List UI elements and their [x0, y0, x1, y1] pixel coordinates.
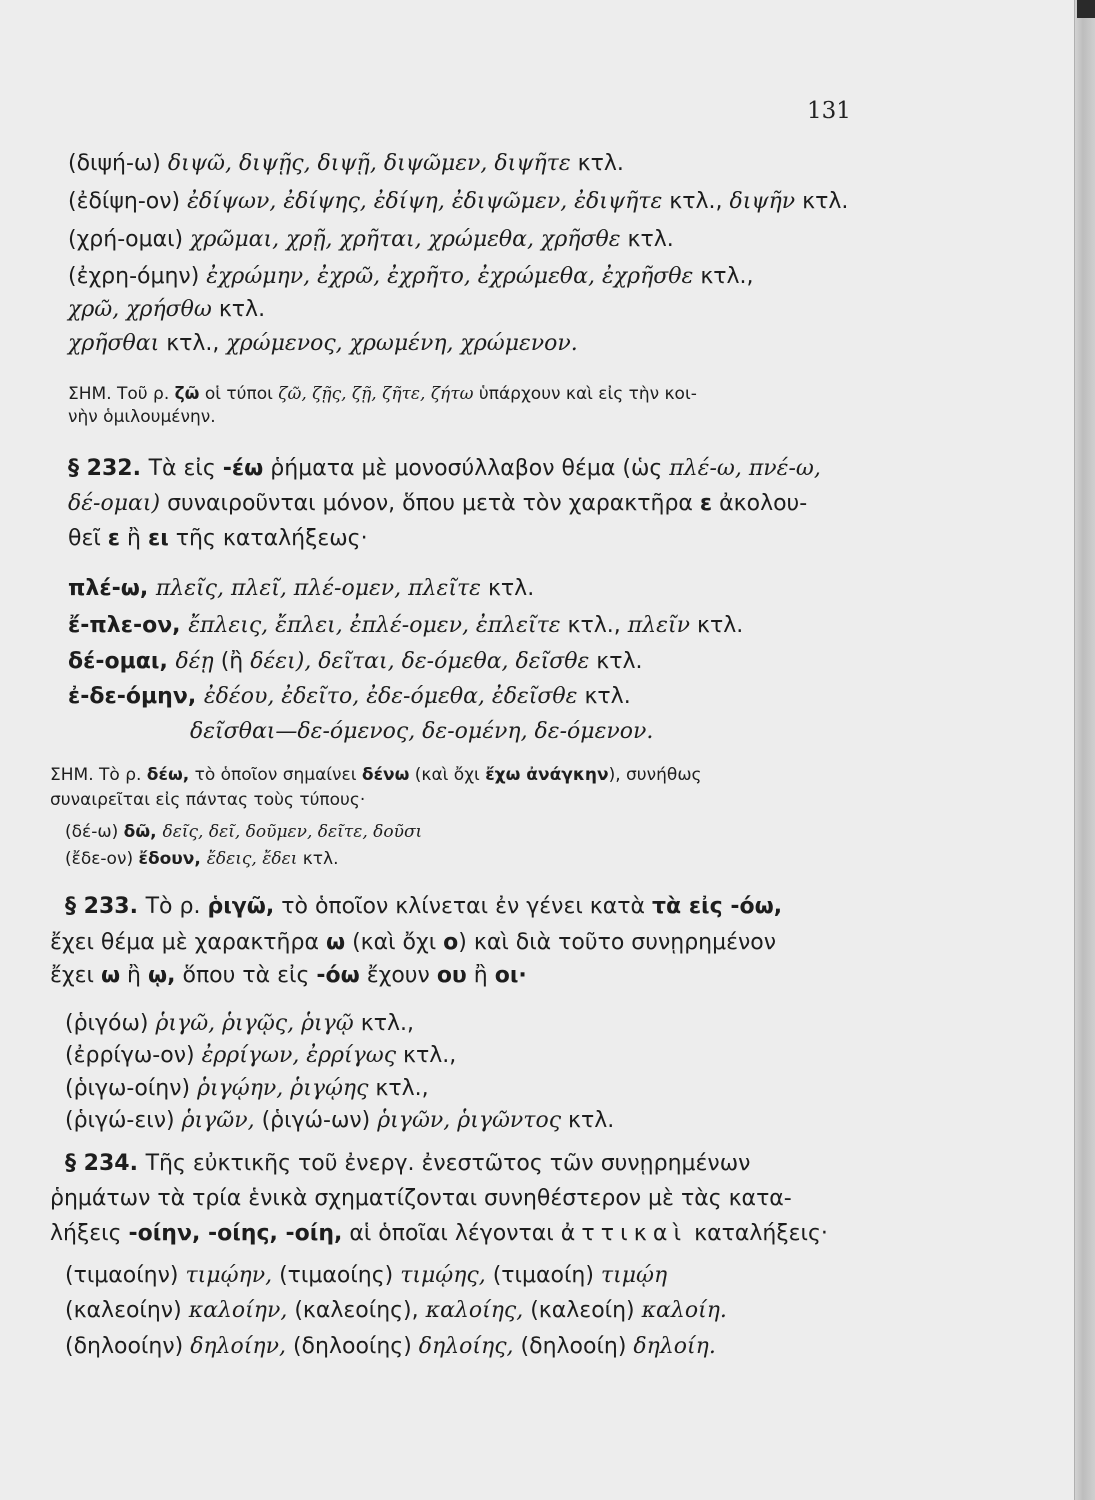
- text-segment: (ῥιγω-οίην): [65, 1076, 198, 1101]
- text-segment: συναιρεῖται εἰς πάντας τοὺς τύπους·: [50, 790, 366, 810]
- text-segment: πλεῖν: [627, 613, 690, 638]
- text-segment: ἔχει θέμα μὲ χαρακτῆρα: [50, 930, 326, 955]
- text-segment: ῥιγῶ, ῥιγῷς, ῥιγῷ: [155, 1011, 354, 1036]
- text-segment: ῥιγῶ,: [207, 894, 275, 919]
- text-segment: -έω: [222, 456, 264, 481]
- text-segment: αἱ ὁποῖαι λέγονται: [342, 1221, 561, 1246]
- text-segment: ἔχει: [50, 963, 101, 988]
- example-line: [65, 1010, 414, 1038]
- text-segment: τῆς καταλήξεως·: [168, 526, 368, 551]
- text-segment: ἔχουν: [359, 963, 437, 988]
- example-line: [68, 648, 643, 676]
- text-segment: δέει), δεῖται, δε-όμεθα, δεῖσθε: [250, 649, 590, 674]
- section-line: [68, 455, 821, 483]
- text-segment: κτλ.: [211, 297, 266, 322]
- text-segment: ῥιγῶν, ῥιγῶντος: [377, 1108, 562, 1133]
- text-segment: Τὰ εἰς: [148, 456, 223, 481]
- text-segment: ἔδουν,: [138, 849, 207, 869]
- text-segment: ε: [107, 526, 121, 551]
- text-segment: τιμῴη: [600, 1263, 668, 1288]
- text-line: [68, 263, 754, 291]
- text-segment: (ῥιγώ-ων): [254, 1108, 378, 1133]
- example-line: [65, 1107, 614, 1135]
- text-segment: ζῶ, ζῇς, ζῇ, ζῆτε, ζήτω: [278, 384, 474, 404]
- text-segment: ει: [147, 526, 169, 551]
- text-segment: (δηλοοίη): [513, 1334, 634, 1359]
- page-number: 131: [807, 98, 851, 124]
- example-line: [68, 612, 743, 640]
- text-segment: (δηλοοίην): [65, 1334, 191, 1359]
- text-segment: (ῥιγόω): [65, 1011, 156, 1036]
- text-segment: ἐ-δε-όμην,: [68, 684, 204, 709]
- text-segment: ε: [699, 491, 713, 516]
- text-segment: ἀττικαὶ: [560, 1221, 688, 1246]
- text-segment: ΣΗΜ. Τοῦ ρ.: [68, 384, 175, 404]
- text-segment: οι·: [494, 963, 527, 988]
- text-segment: ῥιγῶν,: [181, 1108, 255, 1133]
- text-segment: τιμῴης,: [400, 1263, 486, 1288]
- text-segment: δέ-ομαι,: [68, 649, 176, 674]
- text-line: [68, 330, 578, 358]
- example-line: [190, 718, 653, 746]
- note-line: [50, 763, 702, 787]
- example-line: [68, 683, 631, 711]
- note-line: [65, 847, 339, 871]
- text-segment: (τιμαοίην): [65, 1263, 186, 1288]
- text-segment: νὴν ὁμιλουμένην.: [68, 407, 216, 427]
- text-segment: τιμῴην,: [185, 1263, 273, 1288]
- text-segment: (ἔδε-ον): [65, 849, 139, 869]
- text-segment: (ἐχρη-όμην): [68, 264, 207, 289]
- section-line: [50, 1185, 792, 1213]
- scan-corner: [1077, 0, 1095, 18]
- example-line: [65, 1297, 727, 1325]
- text-segment: δῶ,: [123, 822, 163, 842]
- text-segment: ἐχρώμην, ἐχρῶ, ἐχρῆτο, ἐχρώμεθα, ἐχρῆσθε: [206, 264, 694, 289]
- text-segment: § 234.: [65, 1151, 146, 1176]
- text-segment: πλέ-ω,: [68, 576, 156, 601]
- text-segment: οἱ τύποι: [199, 384, 279, 404]
- text-segment: δέω,: [146, 765, 190, 785]
- section-line: [68, 490, 807, 518]
- text-segment: Τὸ ρ.: [145, 894, 208, 919]
- text-segment: πλέ-ω, πνέ-ω,: [669, 456, 821, 481]
- text-segment: κτλ.: [561, 1108, 615, 1133]
- text-segment: ἔχω ἀνάγκην: [485, 765, 609, 785]
- text-line: [68, 150, 624, 178]
- text-segment: συναιροῦνται μόνον, ὅπου μετὰ τὸν χαρακτῆρα: [160, 491, 700, 516]
- text-segment: ὅπου τὰ εἰς: [175, 963, 317, 988]
- text-segment: ἔπλεις, ἔπλει, ἐπλέ-ομεν, ἐπλεῖτε: [188, 613, 561, 638]
- text-segment: ἢ: [466, 963, 495, 988]
- text-segment: ΣΗΜ. Τὸ ρ.: [50, 765, 147, 785]
- section-line: [65, 893, 782, 921]
- text-segment: καταλήξεις·: [687, 1221, 828, 1246]
- text-segment: χρώμενος, χρωμένη, χρώμενον.: [226, 331, 578, 356]
- text-segment: ἢ: [120, 526, 148, 551]
- text-segment: (καὶ ὄχι: [409, 765, 486, 785]
- example-line: [65, 1075, 429, 1103]
- text-segment: τὸ ὁποῖον σημαίνει: [189, 765, 362, 785]
- section-line: [50, 962, 527, 990]
- page-edge: [1074, 0, 1095, 1500]
- text-line: [68, 296, 265, 324]
- text-segment: καλοίη.: [641, 1298, 727, 1323]
- text-segment: κτλ.,: [396, 1043, 457, 1068]
- text-segment: δεῖς, δεῖ, δοῦμεν, δεῖτε, δοῦσι: [162, 822, 423, 842]
- text-segment: διψῆν: [729, 189, 796, 214]
- text-segment: τὸ ὁποῖον κλίνεται ἐν γένει κατὰ: [274, 894, 652, 919]
- text-segment: κτλ.: [577, 684, 631, 709]
- text-segment: χρῆσθαι: [68, 331, 160, 356]
- text-segment: (δέ-ω): [65, 822, 124, 842]
- section-line: [65, 1150, 750, 1178]
- text-segment: ἀκολου-: [712, 491, 808, 516]
- text-segment: κτλ.: [795, 189, 849, 214]
- text-segment: κτλ.: [689, 613, 744, 638]
- section-line: [50, 1220, 828, 1248]
- text-segment: κτλ.,: [693, 264, 754, 289]
- text-segment: § 232.: [68, 456, 149, 481]
- text-segment: δέ-ομαι): [68, 491, 161, 516]
- text-segment: ῥιγῴην, ῥιγῴης: [197, 1076, 369, 1101]
- text-segment: (ῥιγώ-ειν): [65, 1108, 182, 1133]
- text-segment: κτλ.,: [159, 331, 227, 356]
- text-segment: κτλ.: [570, 151, 624, 176]
- text-segment: χρῶ, χρήσθω: [68, 297, 212, 322]
- text-segment: (χρή-ομαι): [68, 227, 191, 252]
- text-segment: δηλοίην,: [190, 1334, 286, 1359]
- text-segment: (τιμαοίη): [485, 1263, 601, 1288]
- example-line: [65, 1042, 456, 1070]
- text-segment: (καλεοίης),: [287, 1298, 426, 1323]
- text-segment: ), συνήθως: [608, 765, 702, 785]
- example-line: [65, 1262, 667, 1290]
- text-segment: ) καὶ διὰ τοῦτο συνῃρημένον: [458, 930, 777, 955]
- text-segment: ζῶ: [174, 384, 200, 404]
- text-segment: ω: [325, 930, 346, 955]
- text-segment: (καλεοίη): [523, 1298, 642, 1323]
- text-segment: ἐδέου, ἐδεῖτο, ἐδε-όμεθα, ἐδεῖσθε: [203, 684, 578, 709]
- example-line: [68, 575, 534, 603]
- text-segment: (ἢ: [213, 649, 251, 674]
- text-segment: δέῃ: [175, 649, 214, 674]
- text-segment: (διψή-ω): [68, 151, 168, 176]
- text-segment: κτλ.: [589, 649, 643, 674]
- text-segment: (δηλοοίης): [285, 1334, 419, 1359]
- text-segment: ου: [436, 963, 467, 988]
- text-segment: διψῶ, διψῇς, διψῇ, διψῶμεν, διψῆτε: [167, 151, 571, 176]
- text-segment: ῥήματα μὲ μονοσύλλαβον θέμα (ὡς: [263, 456, 670, 481]
- text-segment: -οίην, -οίης, -οίη,: [128, 1221, 343, 1246]
- text-segment: δεῖσθαι—δε-όμενος, δε-ομένη, δε-όμενον.: [190, 719, 654, 744]
- text-segment: (καλεοίην): [65, 1298, 189, 1323]
- text-segment: (ἐδίψη-ον): [68, 189, 188, 214]
- text-segment: τὰ εἰς -όω,: [652, 894, 783, 919]
- note-line: [50, 788, 365, 812]
- note-line: [68, 405, 216, 429]
- text-segment: κτλ.,: [560, 613, 628, 638]
- text-segment: ὑπάρχουν καὶ εἰς τὴν κοι-: [473, 384, 697, 404]
- text-segment: κτλ.: [620, 227, 674, 252]
- text-segment: καλοίην,: [188, 1298, 288, 1323]
- text-segment: κτλ.,: [353, 1011, 414, 1036]
- text-segment: καλοίης,: [425, 1298, 524, 1323]
- text-segment: ἔδεις, ἔδει: [206, 849, 298, 869]
- text-segment: ἐρρίγων, ἐρρίγως: [201, 1043, 397, 1068]
- text-segment: ἔ-πλε-ον,: [68, 613, 189, 638]
- example-line: [65, 1333, 716, 1361]
- text-segment: -όω: [316, 963, 360, 988]
- text-segment: δηλοίη.: [633, 1334, 716, 1359]
- section-line: [50, 929, 776, 957]
- text-segment: λήξεις: [50, 1221, 129, 1246]
- text-segment: κτλ.: [297, 849, 339, 869]
- text-segment: ἢ: [120, 963, 148, 988]
- text-segment: κτλ.,: [662, 189, 730, 214]
- note-line: [68, 382, 697, 406]
- text-segment: ῥημάτων τὰ τρία ἑνικὰ σχηματίζονται συνηθέστερον μὲ τὰς κατα-: [50, 1186, 792, 1211]
- text-line: [68, 226, 674, 254]
- text-segment: κτλ.,: [368, 1076, 429, 1101]
- text-segment: ῳ,: [148, 963, 176, 988]
- text-segment: χρῶμαι, χρῇ, χρῆται, χρώμεθα, χρῆσθε: [190, 227, 621, 252]
- text-segment: πλεῖς, πλεῖ, πλέ-ομεν, πλεῖτε: [155, 576, 481, 601]
- text-segment: ω: [100, 963, 121, 988]
- text-segment: ἐδίψων, ἐδίψης, ἐδίψη, ἐδιψῶμεν, ἐδιψῆτε: [187, 189, 663, 214]
- text-segment: § 233.: [65, 894, 146, 919]
- text-segment: δηλοίης,: [418, 1334, 514, 1359]
- text-segment: θεῖ: [68, 526, 108, 551]
- text-segment: κτλ.: [480, 576, 535, 601]
- text-line: [68, 188, 848, 216]
- text-segment: δένω: [361, 765, 410, 785]
- text-segment: (ἐρρίγω-ον): [65, 1043, 202, 1068]
- text-segment: ο: [443, 930, 459, 955]
- note-line: [65, 820, 422, 844]
- text-segment: (τιμαοίης): [272, 1263, 401, 1288]
- text-segment: Τῆς εὐκτικῆς τοῦ ἐνεργ. ἐνεστῶτος τῶν συνῃρημένων: [145, 1151, 751, 1176]
- section-line: [68, 525, 368, 553]
- text-segment: (καὶ ὄχι: [345, 930, 444, 955]
